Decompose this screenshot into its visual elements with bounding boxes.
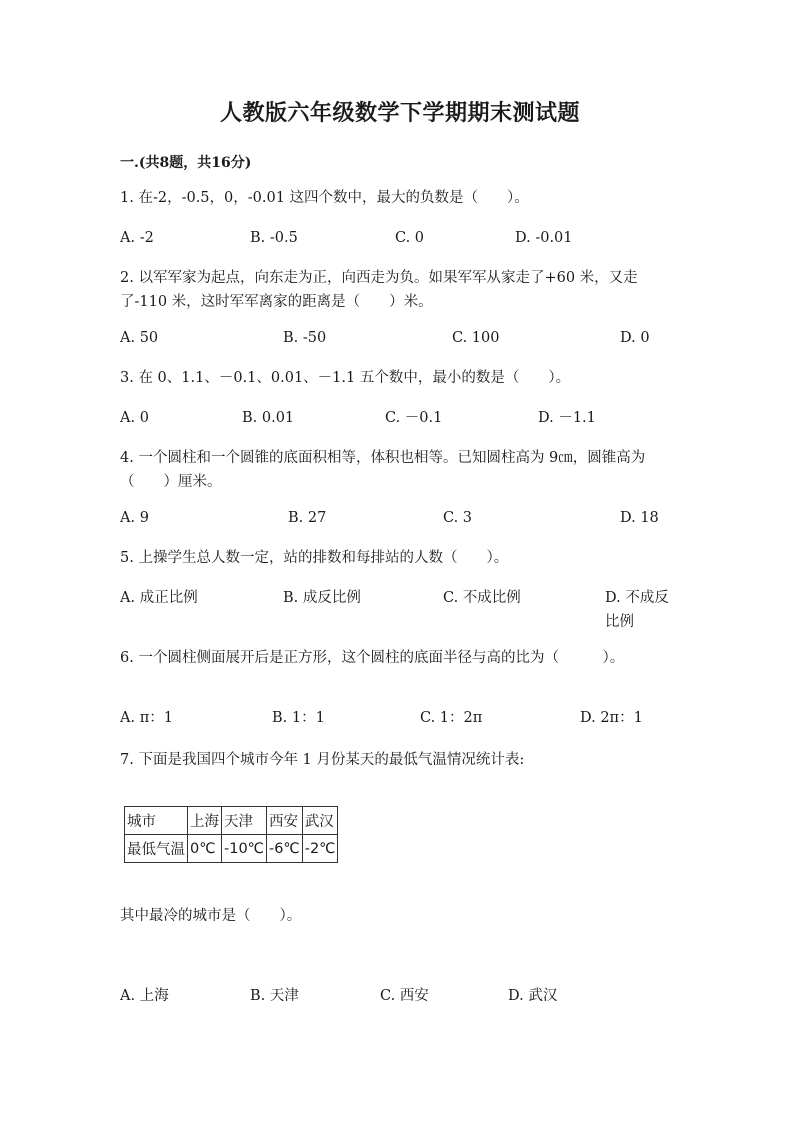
table-cell: 武汉 [302,807,338,835]
q3-option-b[interactable]: B. 0.01 [242,410,295,426]
question-2: 2. 以军军家为起点，向东走为正，向西走为负。如果军军从家走了+60 米，又走了-110 米，这时军军离家的距离是（ ）米。 [120,270,638,310]
table-cell: 上海 [188,807,222,835]
table-cell: 0℃ [188,835,222,863]
q6-option-c[interactable]: C. 1：2π [420,710,483,726]
table-cell: 西安 [266,807,302,835]
q7-option-a[interactable]: A. 上海 [120,988,169,1004]
question-4: 4. 一个圆柱和一个圆锥的底面积相等，体积也相等。已知圆柱高为 9㎝，圆锥高为（ ）厘米。 [120,450,646,490]
page-title: 人教版六年级数学下学期期末测试题 [219,100,580,126]
question-6: 6. 一个圆柱侧面展开后是正方形，这个圆柱的底面半径与高的比为（ ）。 [120,650,625,666]
q6-option-a[interactable]: A. π：1 [120,710,173,726]
q3-option-a[interactable]: A. 0 [120,410,149,426]
table-cell: 天津 [222,807,267,835]
q7-option-b[interactable]: B. 天津 [250,988,299,1004]
question-7: 7. 下面是我国四个城市今年 1 月份某天的最低气温情况统计表: [120,752,525,768]
q3-option-d[interactable]: D. －1.1 [538,410,596,426]
question-5: 5. 上操学生总人数一定，站的排数和每排站的人数（ ）。 [120,550,509,566]
table-row [125,807,338,835]
q5-option-b[interactable]: B. 成反比例 [283,590,361,606]
table-cell: -2℃ [302,835,338,863]
q7-option-d[interactable]: D. 武汉 [508,988,558,1004]
q5-option-a[interactable]: A. 成正比例 [120,590,198,606]
q1-option-a[interactable]: A. -2 [120,230,154,246]
q2-option-a[interactable]: A. 50 [120,330,159,346]
q1-option-d[interactable]: D. -0.01 [515,230,573,246]
question-3: 3. 在 0、1.1、－0.1、0.01、－1.1 五个数中，最小的数是（ ）。 [120,370,571,386]
q2-option-d[interactable]: D. 0 [620,330,650,346]
table-cell: -10℃ [222,835,267,863]
q2-option-c[interactable]: C. 100 [452,330,500,346]
section-heading: 一.(共8题，共16分) [120,155,252,171]
q4-option-d[interactable]: D. 18 [620,510,659,526]
table-cell: -6℃ [266,835,302,863]
temperature-table [124,806,338,863]
q6-option-d[interactable]: D. 2π：1 [580,710,643,726]
q2-option-b[interactable]: B. -50 [283,330,327,346]
q4-option-b[interactable]: B. 27 [288,510,327,526]
q5-option-d[interactable]: D. 不成反比例 [605,590,669,630]
q7-option-c[interactable]: C. 西安 [380,988,429,1004]
q6-option-b[interactable]: B. 1：1 [272,710,325,726]
table-cell: 城市 [125,807,188,835]
q5-option-c[interactable]: C. 不成比例 [443,590,521,606]
question-1: 1. 在-2，-0.5，0，-0.01 这四个数中，最大的负数是（ ）。 [120,190,529,206]
table-cell: 最低气温 [125,835,188,863]
q1-option-c[interactable]: C. 0 [395,230,425,246]
q4-option-c[interactable]: C. 3 [443,510,473,526]
table-row [125,835,338,863]
q1-option-b[interactable]: B. -0.5 [250,230,298,246]
q4-option-a[interactable]: A. 9 [120,510,149,526]
question-7-followup: 其中最冷的城市是（ ）。 [120,908,302,924]
q3-option-c[interactable]: C. －0.1 [385,410,443,426]
